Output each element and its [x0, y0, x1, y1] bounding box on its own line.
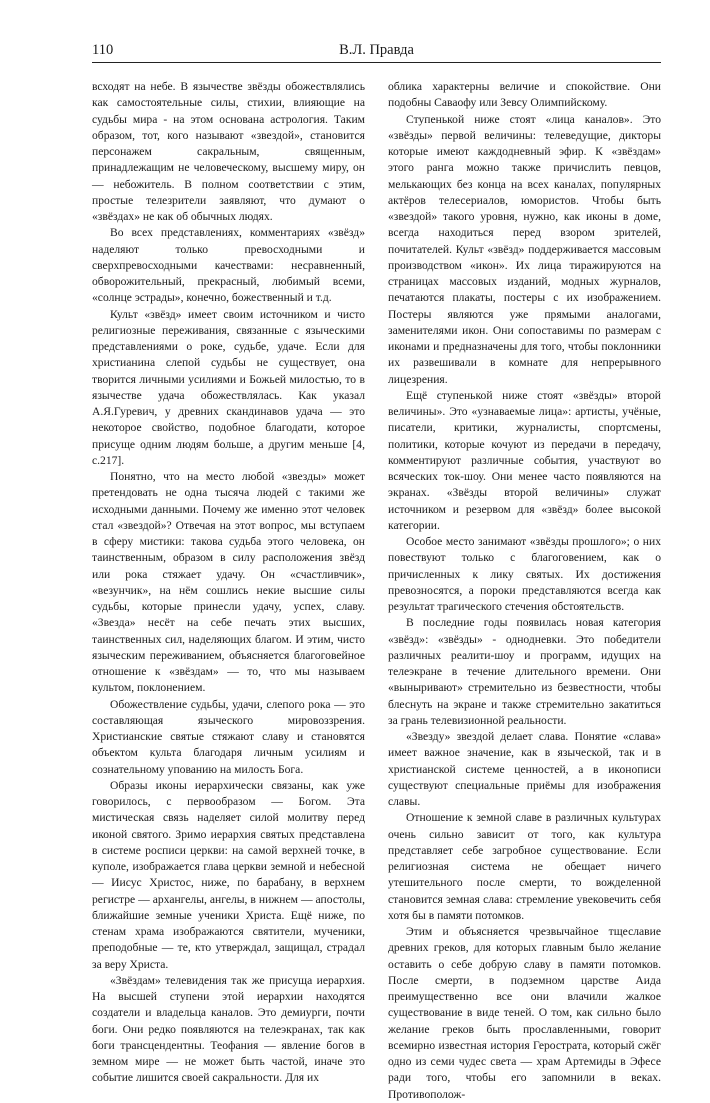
paragraph: Ещё ступенькой ниже стоят «звёзды» второй величины». Это «узнаваемые лица»: артисты, учёные, писатели, критики, журналисты, спортсмены, политики, которые кочуют из передачи в передачу, комментируют различные события, участвуют во всяческих ток-шоу. Они менее часто появляются на экранах. «Звёзды второй величины» служат источником и резервом для «звёзд» более высокой категории.	[388, 388, 661, 532]
paragraph: «Звёздам» телевидения так же присуща иерархия. На высшей ступени этой иерархии находятся создатели и владельца каналов. Это демиурги, почти боги. Они редко появляются на телеэкранах, так как боги трансцендентны. Теофания — явление богов в земном мире — не может быть частой, иначе это событие лишится своей сакральности. Для их	[92, 973, 365, 1085]
paragraph: облика характерны величие и спокойствие. Они подобны Саваофу или Зевсу Олимпийскому.	[388, 80, 661, 110]
paragraph: Особое место занимают «звёзды прошлого»; о них повествуют только с благоговением, как о причисленных к лику святых. Их достижения превозносятся, а пороки представляются всегда как результат трагического стечения обстоятельств.	[388, 535, 661, 613]
paragraph: всходят на небе. В язычестве звёзды обожествлялись как самостоятельные силы, стихии, влияющие на судьбы мира - на этом основана астрология. Таким образом, тот, кого называют «звездой», становится персонажем сакральным, священным, принадлежащим не человеческому, высшему миру, он — небожитель. В полном соответствии с этим, простые телезрители заявляют, что думают о «звёздах» не как об обычных людях.	[92, 80, 365, 223]
page-number: 110	[92, 42, 114, 58]
paragraph: В последние годы появилась новая категория «звёзд»: «звёзды» - однодневки. Это победители различных реалити-шоу и программ, идущих на телеэкране в течение длительного времени. Они «выныривают» стремительно из безвестности, чтобы блеснуть на экране и также стремительно закатиться за грань телевизионной реальности.	[388, 616, 661, 727]
running-title: В.Л. Правда	[339, 42, 414, 58]
left-column	[92, 79, 365, 1087]
paragraph: Этим и объясняется чрезвычайное тщеславие древних греков, для которых главным было желание оставить о себе добрую славу в памяти потомков. После смерти, в подземном царстве Аида преимущественно все они влачили жалкое существование в виде теней. О том, как сильно было желание греков быть прославленными, говорит всемирно известная история Герострата, который сжёг одно из семи чудес света — храм Артемиды в Эфесе ради того, чтобы его запомнили в веках. Противополож-	[388, 925, 661, 1101]
right-column	[388, 79, 661, 1103]
paragraph: Во всех представлениях, комментариях «звёзд» наделяют только превосходными и сверхпревосходными качествами: несравненный, обворожительный, прекрасный, любимый всеми, «солнце эстрады», конечно, божественный и т.д.	[92, 226, 365, 305]
paragraph: Понятно, что на место любой «звезды» может претендовать не одна тысяча людей с такими же исходными данными. Почему же именно этот человек стал «звездой»? Отвечая на этот вопрос, мы вступаем в сферу мистики: такова судьба этого человека, он таинственным, образом в силу расположения звёзд или рока стяжает удачу. Он «счастливчик», «везунчик», на нём сошлись некие высшие силы судьбы, которые принесли удачу, успех, славу. «Звезда» несёт на себе печать этих высших, таинственных сил, наделяющих благом. И этим, чисто языческим переживанием, объясняется благоговейное отношение к «звёздам» — то, что мы называем культом, поклонением.	[92, 470, 365, 695]
paragraph: «Звезду» звездой делает слава. Понятие «слава» имеет важное значение, как в языческой, так и в христианской системе ценностей, а в иконописи существуют специальные приёмы для изображения славы.	[388, 730, 661, 808]
running-header	[92, 40, 661, 64]
header-rule	[92, 62, 661, 63]
paragraph: Обожествление судьбы, удачи, слепого рока — это составляющая языческого мировоззрения. Христианские святые стяжают славу и становятся объектом культа благодаря личным усилиям и сознательному упованию на милость Бога.	[92, 697, 365, 776]
paragraph: Культ «звёзд» имеет своим источником и чисто религиозные переживания, связанные с языческими представлениями о роке, судьбе, удаче. Если для христианина слепой судьбы не существует, она творится личными усилиями и Божьей милостью, то в язычестве удача обожествлялась. Как указал А.Я.Гуревич, у древних скандинавов удача — это некоторое свойство, подобное благодати, которое присуще одним людям больше, а другим меньше [4, с.217].	[92, 307, 365, 467]
paragraph: Отношение к земной славе в различных культурах очень сильно зависит от того, как культура представляет себе загробное существование. Если религиозная система не обещает ничего утешительного после смерти, то вожделенной становится земная слава: стремление увековечить себя хотя бы в памяти потомков.	[388, 811, 661, 922]
paragraph: Ступенькой ниже стоят «лица каналов». Это «звёзды» первой величины: телеведущие, дикторы которые имеют каждодневный эфир. К «звёздам» этого ранга можно также причислить певцов, мелькающих без конца на всех каналах, популярных актёров телесериалов, юмористов. Чтобы быть «звездой» такого уровня, нужно, как иконы в доме, всегда находиться перед взором зрителей, почитателей. Культ «звёзд» поддерживается массовым производством «икон». Их лица тиражируются на страницах массовых изданий, модных журналов, печатаются плакаты, постеры с их изображением. Постеры являются уже прямыми аналогами, заменителями икон. Они сопоставимы по размерам с иконами и предназначены для того, чтобы поклонники их развешивали в комнате для непрерывного лицезрения.	[388, 112, 661, 386]
paragraph: Образы иконы иерархически связаны, как уже говорилось, с первообразом — Богом. Эта мистическая связь наделяет силой молитву перед иконой святого. Зримо иерархия святых представлена в системе росписи церкви: на самой верхней точке, в куполе, изображается глава церкви земной и небесной — Иисус Христос, ниже, по барабану, в верхнем регистре — архангелы, ангелы, в нижнем — апостолы, ближайшие земные ученики Христа. Ещё ниже, по стенам храма изображаются святители, мученики, преподобные — те, кто утверждал, защищал, страдал за веру Христа.	[92, 778, 365, 971]
